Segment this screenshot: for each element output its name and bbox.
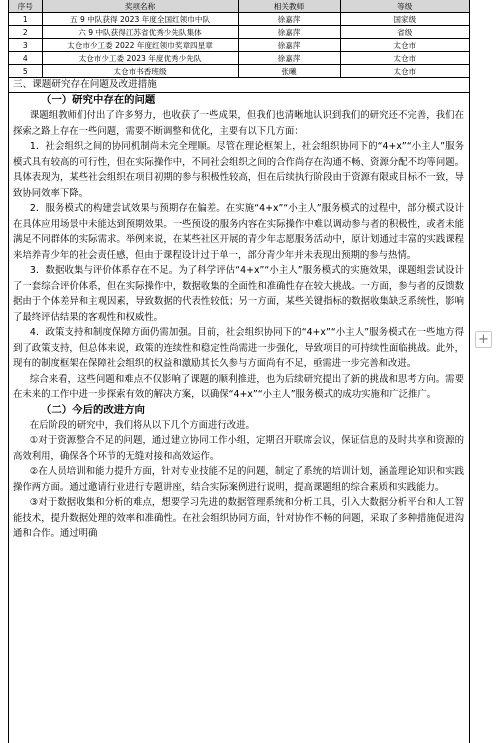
cell-no: 3 — [9, 39, 42, 52]
section-title: 三、课题研究存在问题及改进措施 — [9, 78, 469, 93]
document-page — [8, 0, 470, 743]
paragraph-intro: 课题组教师们付出了许多努力，也收获了一些成果，但我们也清晰地认识到我们的研究还不完善，我们在探索之路上存在一些问题，需要不断调整和优化，主要有以下几方面： — [13, 110, 464, 137]
cell-level: 太仓市 — [340, 52, 469, 65]
paragraph-measure-1: ①对于资源整合不足的问题，通过建立协同工作小组，定期召开联席会议，保证信息的及时共享和资源的高效利用，确保各个环节的无缝对接和高效运作。 — [13, 435, 464, 462]
table-row — [9, 65, 469, 78]
paragraph-problem-3: 3．数据收集与评价体系存在不足。为了科学评估“4+x”“小主人”服务模式的实施效果，课题组尝试设计了一套综合评价体系，但在实际操作中，数据收集的全面性和准确性存在较大挑战。一方面，参与者的反馈数据由于个体差异和主观因素，导致数据的代表性较低；另一方面，某些关键指标的数据收集缺乏系统性，影响了最终评估结果的客观性和权威性。 — [13, 265, 464, 323]
add-icon[interactable]: + — [475, 331, 492, 348]
cell-teacher: 张曦 — [238, 65, 340, 78]
paragraph-problem-4: 4．政策支持和制度保障方面仍需加强。目前，社会组织协同下的“4+x”“小主人”服务模式在一些地方得到了政策支持，但总体来说，政策的连续性和稳定性尚需进一步强化，导致项目的可持续性面临挑战。此外，现有的制度框架在保障社会组织的权益和激励其长久参与方面尚有不足，亟需进一步完善和改进。 — [13, 327, 464, 369]
paragraph-directions: 在后阶段的研究中，我们将从以下几个方面进行改进。 — [29, 419, 255, 431]
cell-teacher: 徐嘉萍 — [238, 52, 340, 65]
cell-no: 1 — [9, 13, 42, 26]
table-row — [9, 26, 469, 39]
paragraph-measure-2: ②在人员培训和能力提升方面，针对专业技能不足的问题，制定了系统的培训计划，涵盖理论知识和实践操作两方面。通过邀请行业进行专题讲座，结合实际案例进行说明，提高课题组的综合素质和实践能力。 — [13, 466, 464, 493]
cell-no: 2 — [9, 26, 42, 39]
paragraph-summary: 综合来看，这些问题和难点不仅影响了课题的顺利推进，也为后续研究提出了新的挑战和思考方向。需要在未来的工作中进一步探索有效的解决方案，以确保“4+x”“小主人”服务模式的成功实施和广泛推广。 — [13, 373, 464, 400]
table-row — [9, 39, 469, 52]
cell-award-name: 五 9 中队获得 2023 年度全国红领巾中队 — [42, 13, 238, 26]
paragraph-measure-3: ③对于数据收集和分析的难点，想要学习先进的数据管理系统和分析工具，引入大数据分析平台和人工智能技术，提升数据处理的效率和准确性。在社会组织协同方面，针对协作不畅的问题，采取了多种措施促进沟通和合作。通过明确 — [13, 497, 464, 539]
cell-teacher: 徐嘉萍 — [238, 39, 340, 52]
paragraph-problem-2: 2．服务模式的构建尝试效果与预期存在偏差。在实施“4+x”“小主人”服务模式的过程中，部分模式设计在具体应用场景中未能达到预期效果。一些预设的服务内容在实际操作中难以调动参与者的积极性，或者未能满足不同群体的实际需求。举例来说，在某些社区开展的青少年志愿服务活动中，原计划通过丰富的实践课程来培养青少年的社会责任感，但由于课程设计过于单一，部分青少年并未表现出预期的参与热情。 — [13, 203, 464, 261]
cell-level: 太仓市 — [340, 65, 469, 78]
cell-level: 国家级 — [340, 13, 469, 26]
table-row — [9, 52, 469, 65]
awards-table — [9, 0, 469, 78]
cell-award-name: 六 9 中队获得江苏省优秀少先队集体 — [42, 26, 238, 39]
header-no: 序号 — [9, 0, 42, 13]
header-award-name: 奖项名称 — [42, 0, 238, 13]
section-body — [9, 93, 469, 542]
table-row — [9, 13, 469, 26]
subheading-improvements: （二）今后的改进方向 — [41, 403, 145, 416]
table-header-row — [9, 0, 469, 13]
cell-no: 5 — [9, 65, 42, 78]
header-level: 等级 — [340, 0, 469, 13]
cell-level: 太仓市 — [340, 39, 469, 52]
cell-level: 省级 — [340, 26, 469, 39]
cell-award-name: 太仓市书香班级 — [42, 65, 238, 78]
cell-teacher: 徐嘉萍 — [238, 13, 340, 26]
cell-teacher: 徐嘉萍 — [238, 26, 340, 39]
paragraph-problem-1: 1．社会组织之间的协同机制尚未完全理顺。尽管在理论框架上，社会组织协同下的“4+x”“小主人”服务模式具有较高的可行性，但在实际操作中，不同社会组织之间的合作尚存在沟通不畅、资源分配不均等问题。具体表现为，某些社会组织在项目初期的参与积极性较高，但在后续执行阶段由于资源有限或目标不一致，导致协同效率下降。 — [13, 141, 464, 199]
subheading-problems: （一）研究中存在的问题 — [41, 94, 156, 106]
cell-award-name: 太仓市少工委 2022 年度红领巾奖章四星章 — [42, 39, 238, 52]
cell-no: 4 — [9, 52, 42, 65]
header-teacher: 相关教师 — [238, 0, 340, 13]
cell-award-name: 太仓市少工委 2023 年度优秀少先队 — [42, 52, 238, 65]
